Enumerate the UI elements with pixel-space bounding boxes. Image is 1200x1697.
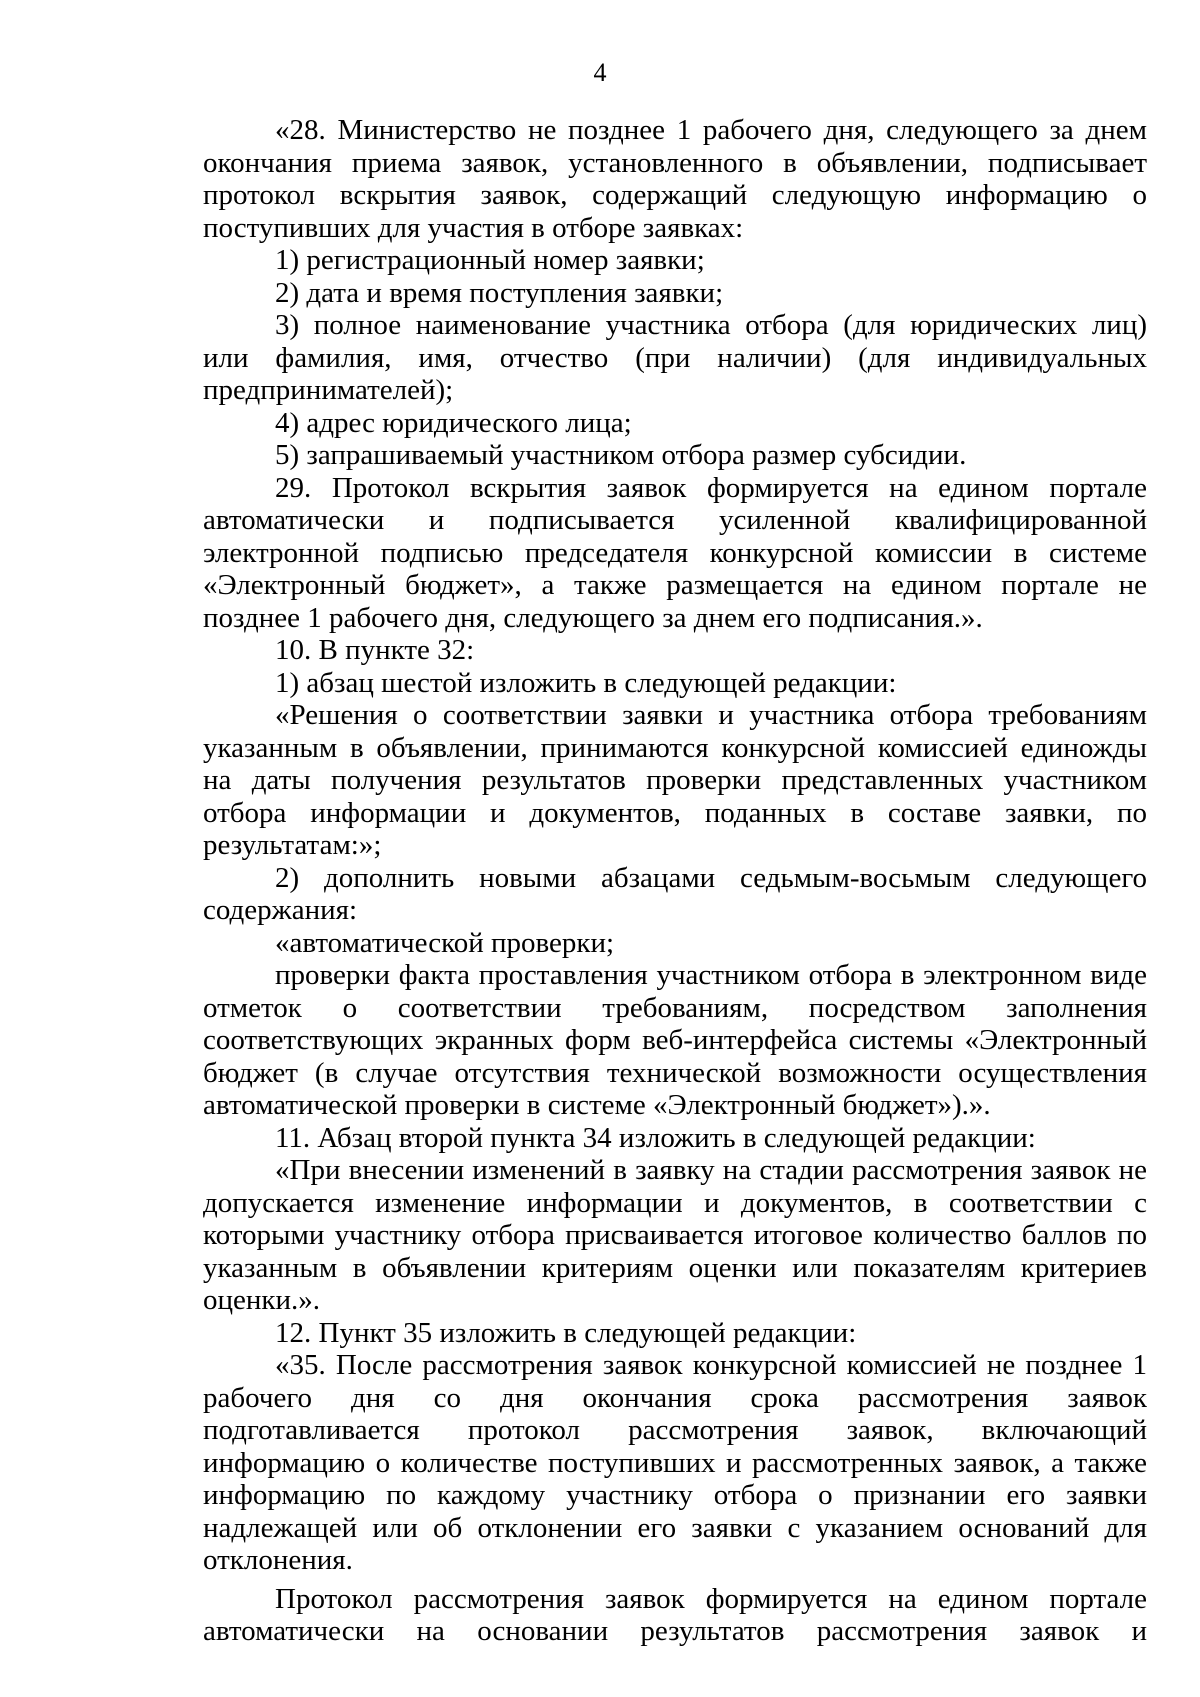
paragraph: проверки факта проставления участником отбора в электронном виде отметок о соответствии требованиям, посредством заполнения соответствующих экранных форм веб-интерфейса системы «Электронный бюджет (в случае отсутствия технической возможности осуществления автоматической проверки в системе «Электронный бюджет»).». [203,959,1147,1121]
paragraph: Протокол рассмотрения заявок формируется на едином портале автоматически на основании результатов рассмотрения заявок и [203,1582,1147,1647]
paragraph: «автоматической проверки; [275,926,615,959]
paragraph: «При внесении изменений в заявку на стадии рассмотрения заявок не допускается изменение информации и документов, в соответствии с которыми участнику отбора присваивается итоговое количество баллов по указанным в объявлении критериям оценки или показателям критериев оценки.». [203,1154,1147,1316]
paragraph: «Решения о соответствии заявки и участника отбора требованиям указанным в объявлении, принимаются конкурсной комиссией единожды на даты получения результатов проверки представленных участником отбора информации и документов, поданных в составе заявки, по результатам:»; [203,699,1147,861]
paragraph: «28. Министерство не позднее 1 рабочего дня, следующего за днем окончания приема заявок, установленного в объявлении, подписывает протокол вскрытия заявок, содержащий следующую информацию о поступивших для участия в отборе заявках: [203,114,1147,244]
paragraph: «35. После рассмотрения заявок конкурсной комиссией не позднее 1 рабочего дня со дня окончания срока рассмотрения заявок подготавливается протокол рассмотрения заявок, включающий информацию о количестве поступивших и рассмотренных заявок, а также информацию по каждому участнику отбора о признании его заявки надлежащей или об отклонении его заявки с указанием оснований для отклонения. [203,1349,1147,1576]
list-item: 2) дата и время поступления заявки; [275,276,724,309]
list-item: 3) полное наименование участника отбора (для юридических лиц) или фамилия, имя, отчество (при наличии) (для индивидуальных предпринимателей); [203,309,1147,406]
page-number: 4 [593,58,607,87]
paragraph: 2) дополнить новыми абзацами седьмым-восьмым следующего содержания: [203,861,1147,926]
list-item: 4) адрес юридического лица; [275,406,632,439]
paragraph: 1) абзац шестой изложить в следующей редакции: [275,666,897,699]
paragraph: 11. Абзац второй пункта 34 изложить в следующей редакции: [275,1121,1036,1154]
paragraph: 12. Пункт 35 изложить в следующей редакции: [275,1316,857,1349]
document-body [203,114,1147,1648]
list-item: 1) регистрационный номер заявки; [275,244,705,276]
list-item: 5) запрашиваемый участником отбора размер субсидии. [275,439,967,471]
paragraph: 29. Протокол вскрытия заявок формируется на едином портале автоматически и подписывается усиленной квалифицированной электронной подписью председателя конкурсной комиссии в системе «Электронный бюджет», а также размещается на едином портале не позднее 1 рабочего дня, следующего за днем его подписания.». [203,471,1147,634]
paragraph: 10. В пункте 32: [275,634,475,666]
